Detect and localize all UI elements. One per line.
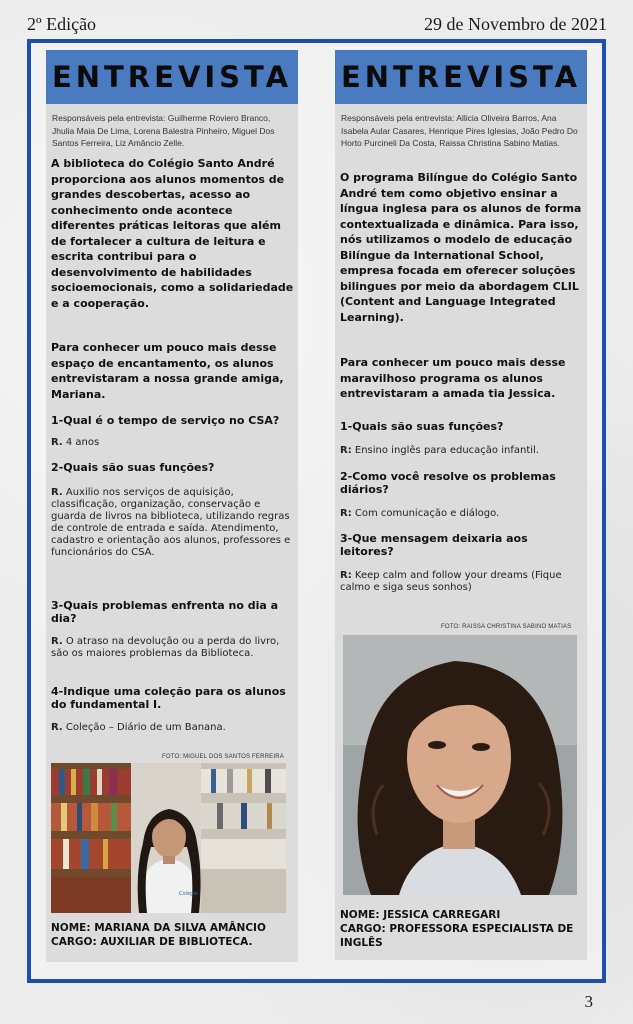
question: 2-Quais são suas funções?	[51, 461, 215, 474]
answer	[51, 437, 296, 449]
answer-prefix: R.	[51, 636, 63, 647]
interview-column-right	[335, 50, 587, 960]
interview-credits: Responsáveis pela entrevista: Guilherme Roviero Branco, Jhulia Maia De Lima, Lorena Balestra Pinheiro, Miguel Dos Santos Ferreira, Liz Amâncio Zelle.	[52, 113, 275, 149]
librarian-photo-image	[51, 763, 286, 913]
question: 4-Indique uma coleção para os alunos do fundamental I.	[51, 685, 286, 711]
photo-caption-name: NOME: JESSICA CARREGARI	[340, 909, 501, 921]
issue-date: 29 de Novembro de 2021	[424, 14, 607, 34]
answer-text: Auxilio nos serviços de aquisição, classificação, organização, conservação e guarda de livros na biblioteca, utilizando regras de controle de entrada e saída. Atendimento, cadastro e orientação aos alunos, professores e funcionários do CSA.	[51, 487, 291, 558]
answer-prefix: R.	[51, 437, 63, 448]
question: 2-Como você resolve os problemas diários?	[340, 470, 556, 496]
intro-paragraph: O programa Bilíngue do Colégio Santo André tem como objetivo ensinar a língua inglesa para os alunos de forma contextualizada e dinâmica. Para isso, nós utilizamos o modelo de educação Bilíngue da International School, empresa focada em oferecer soluções bilingues por meio da abordagem CLIL (Content and Language Integrated Learning).	[340, 171, 582, 324]
answer-text: Coleção – Diário de um Banana.	[62, 722, 226, 733]
answer-prefix: R:	[340, 445, 352, 456]
section-banner	[335, 50, 587, 104]
answer	[340, 508, 585, 520]
question: 1-Quais são suas funções?	[340, 420, 504, 433]
photo-credit: FOTO: RAISSA CHRISTINA SABINO MATIAS	[441, 624, 572, 630]
answer	[51, 722, 296, 734]
intro-paragraph: Para conhecer um pouco mais desse espaço de encantamento, os alunos entrevistaram a nossa grande amiga, Mariana.	[51, 341, 284, 401]
answer-prefix: R:	[340, 570, 352, 581]
photo-caption-name: NOME: MARIANA DA SILVA AMÂNCIO	[51, 922, 266, 934]
answer	[51, 636, 296, 660]
page-number: 3	[584, 992, 593, 1011]
teacher-photo	[343, 635, 577, 895]
interview-column-left	[46, 50, 298, 962]
answer	[340, 445, 585, 457]
answer-text: Keep calm and follow your dreams (Fique calmo e siga seus sonhos)	[340, 570, 562, 593]
answer-prefix: R.	[51, 722, 63, 733]
intro-paragraph: A biblioteca do Colégio Santo André proporciona aos alunos momentos de grandes descobertas, acesso ao conhecimento onde acontece diferentes práticas leitoras que além de fortalecer a cultura de leitura e escrita contribui para o desenvolvimento de habilidades socioemocionais, como a solidariedade e a cooperação.	[51, 157, 294, 310]
answer-text: Ensino inglês para educação infantil.	[351, 445, 539, 456]
answer-text: O atraso na devolução ou a perda do livro, são os maiores problemas da Biblioteca.	[51, 636, 280, 659]
photo-caption-role: CARGO: PROFESSORA ESPECIALISTA DE INGLÊS	[340, 923, 574, 949]
intro-paragraph: Para conhecer um pouco mais desse maravilhoso programa os alunos entrevistaram a amada tia Jessica.	[340, 356, 566, 400]
question: 3-Que mensagem deixaria aos leitores?	[340, 532, 528, 558]
svg-text:Colégio: Colégio	[179, 891, 198, 897]
answer	[51, 487, 296, 559]
banner-title: ENTREVISTA	[340, 60, 582, 94]
photo-caption-role: CARGO: AUXILIAR DE BIBLIOTECA.	[51, 936, 253, 948]
teacher-photo-image	[343, 635, 577, 895]
answer-text: 4 anos	[62, 437, 100, 448]
question: 1-Qual é o tempo de serviço no CSA?	[51, 414, 280, 427]
edition-label: 2º Edição	[27, 14, 97, 34]
section-banner	[46, 50, 298, 104]
answer-prefix: R.	[51, 487, 63, 498]
answer-text: Com comunicação e diálogo.	[351, 508, 500, 519]
answer-prefix: R:	[340, 508, 352, 519]
librarian-photo	[51, 763, 286, 913]
answer	[340, 570, 585, 594]
question: 3-Quais problemas enfrenta no dia a dia?	[51, 599, 279, 625]
banner-title: ENTREVISTA	[51, 60, 293, 94]
photo-credit: FOTO: MIGUEL DOS SANTOS FERREIRA	[162, 754, 284, 760]
interview-credits: Responsáveis pela entrevista: Allicia Oliveira Barros, Ana Isabela Aular Casares, Henrique Pires Iglesias, João Pedro Do Horto Purcineli Da Costa, Raissa Christina Sabino Matias.	[341, 113, 578, 149]
